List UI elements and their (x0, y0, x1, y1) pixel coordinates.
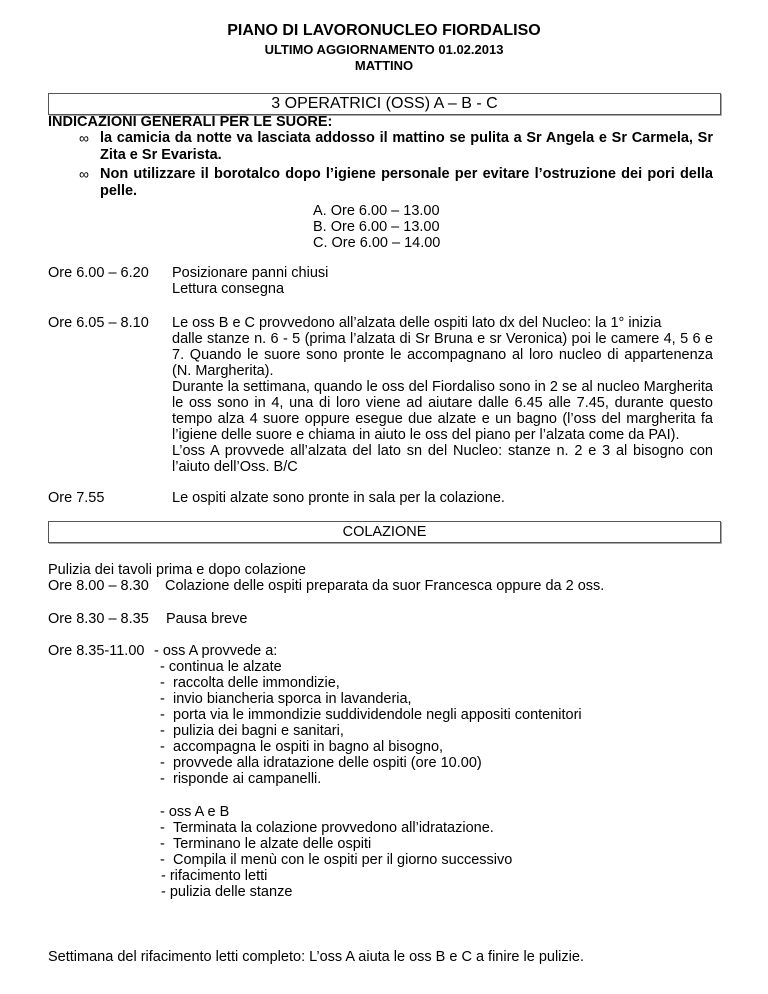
oss-ab-task: Compila il menù con le ospiti per il giorno successivo (173, 852, 513, 868)
colazione-box-label: COLAZIONE (342, 524, 427, 540)
time-6-00: Ore 6.00 – 6.20 (48, 265, 149, 281)
time-8-00: Ore 8.00 – 8.30 (48, 578, 149, 594)
oss-ab-intro: - oss A e B (160, 804, 230, 820)
dash-marker: - (160, 820, 165, 836)
colazione-box (48, 521, 721, 543)
dash-marker: - (160, 707, 165, 723)
colazione-line1: Pulizia dei tavoli prima e dopo colazione (48, 562, 306, 578)
oss-a-intro: - oss A provvede a: (154, 643, 278, 659)
oss-a-task: pulizia dei bagni e sanitari, (173, 723, 344, 739)
staff-box-label: 3 OPERATRICI (OSS) A – B - C (271, 95, 498, 112)
dash-marker: - (160, 691, 165, 707)
infinity-bullet-icon: ∞ (79, 130, 89, 146)
footer-note: Settimana del rifacimento letti completo: L’oss A aiuta le oss B e C a finire le pulizie. (48, 949, 584, 965)
oss-a-task: porta via le immondizie suddividendole negli appositi contenitori (173, 707, 582, 723)
oss-a-task: raccolta delle immondizie, (173, 675, 340, 691)
pausa-breve: Pausa breve (166, 611, 248, 627)
dash-marker: - (160, 739, 165, 755)
dash-marker: - (160, 836, 165, 852)
dash-marker: - (160, 852, 165, 868)
oss-ab-task: Terminano le alzate delle ospiti (173, 836, 372, 852)
infinity-bullet-icon: ∞ (79, 166, 89, 182)
schedule-a: A. Ore 6.00 – 13.00 (313, 203, 440, 219)
shift-label: MATTINO (354, 58, 414, 73)
staff-box (48, 93, 721, 115)
schedule-b: B. Ore 6.00 – 13.00 (313, 219, 440, 235)
task-consegna: Lettura consegna (172, 281, 285, 297)
document-title: PIANO DI LAVORONUCLEO FIORDALISO (227, 22, 541, 39)
document-subtitle: ULTIMO AGGIORNAMENTO 01.02.2013 (264, 42, 504, 57)
general-bullet-1: la camicia da notte va lasciata addosso il mattino se pulita a Sr Angela e Sr Carmela, Sr Zita e Sr Evarista. (100, 130, 713, 163)
oss-ab-extra: - pulizia delle stanze (161, 884, 293, 900)
dash-marker: - (160, 771, 165, 787)
task-sala: Le ospiti alzate sono pronte in sala per la colazione. (172, 490, 505, 506)
general-heading: INDICAZIONI GENERALI PER LE SUORE: (48, 114, 333, 130)
task-alzata-para3: L’oss A provvede all’alzata del lato sn del Nucleo: stanze n. 2 e 3 al bisogno con l’aiuto dell’Oss. B/C (172, 443, 713, 475)
task-alzata-first: Le oss B e C provvedono all’alzata delle ospiti lato dx del Nucleo: la 1° inizia (172, 315, 662, 331)
time-8-35: Ore 8.35-11.00 (48, 643, 145, 659)
oss-ab-task: Terminata la colazione provvedono all’idratazione. (173, 820, 494, 836)
task-alzata-para1: dalle stanze n. 6 - 5 (prima l’alzata di Sr Bruna e sr Veronica) poi le camere 4, 5 6 e 7. Quando le suore sono pronte le accompagnano al loro nucleo di appartenenza (N. Margherita). (172, 331, 713, 379)
time-7-55: Ore 7.55 (48, 490, 105, 506)
oss-a-task: invio biancheria sporca in lavanderia, (173, 691, 412, 707)
oss-a-task: accompagna le ospiti in bagno al bisogno, (173, 739, 444, 755)
general-bullet-2: Non utilizzare il borotalco dopo l’igiene personale per evitare l’ostruzione dei pori della pelle. (100, 166, 713, 199)
dash-marker: - (160, 755, 165, 771)
dash-marker: - (160, 675, 165, 691)
task-alzata-para2: Durante la settimana, quando le oss del Fiordaliso sono in 2 se al nucleo Margherita le oss sono in 4, una di loro viene ad aiutare dalle 6.45 alle 7.45, durante questo tempo alza 4 suore oppure esegue due alzate e un bagno (l’oss del margherita fa l’igiene delle suore e chiama in aiuto le oss del piano per l’alzata come da PAI). (172, 379, 713, 443)
time-8-30: Ore 8.30 – 8.35 (48, 611, 149, 627)
oss-a-task-first: - continua le alzate (160, 659, 282, 675)
time-6-05: Ore 6.05 – 8.10 (48, 315, 149, 331)
oss-ab-extra: - rifacimento letti (161, 868, 268, 884)
schedule-c: C. Ore 6.00 – 14.00 (313, 235, 441, 251)
dash-marker: - (160, 723, 165, 739)
task-panni: Posizionare panni chiusi (172, 265, 329, 281)
oss-a-task: provvede alla idratazione delle ospiti (ore 10.00) (173, 755, 482, 771)
oss-a-task: risponde ai campanelli. (173, 771, 322, 787)
colazione-line2: Colazione delle ospiti preparata da suor Francesca oppure da 2 oss. (165, 578, 605, 594)
